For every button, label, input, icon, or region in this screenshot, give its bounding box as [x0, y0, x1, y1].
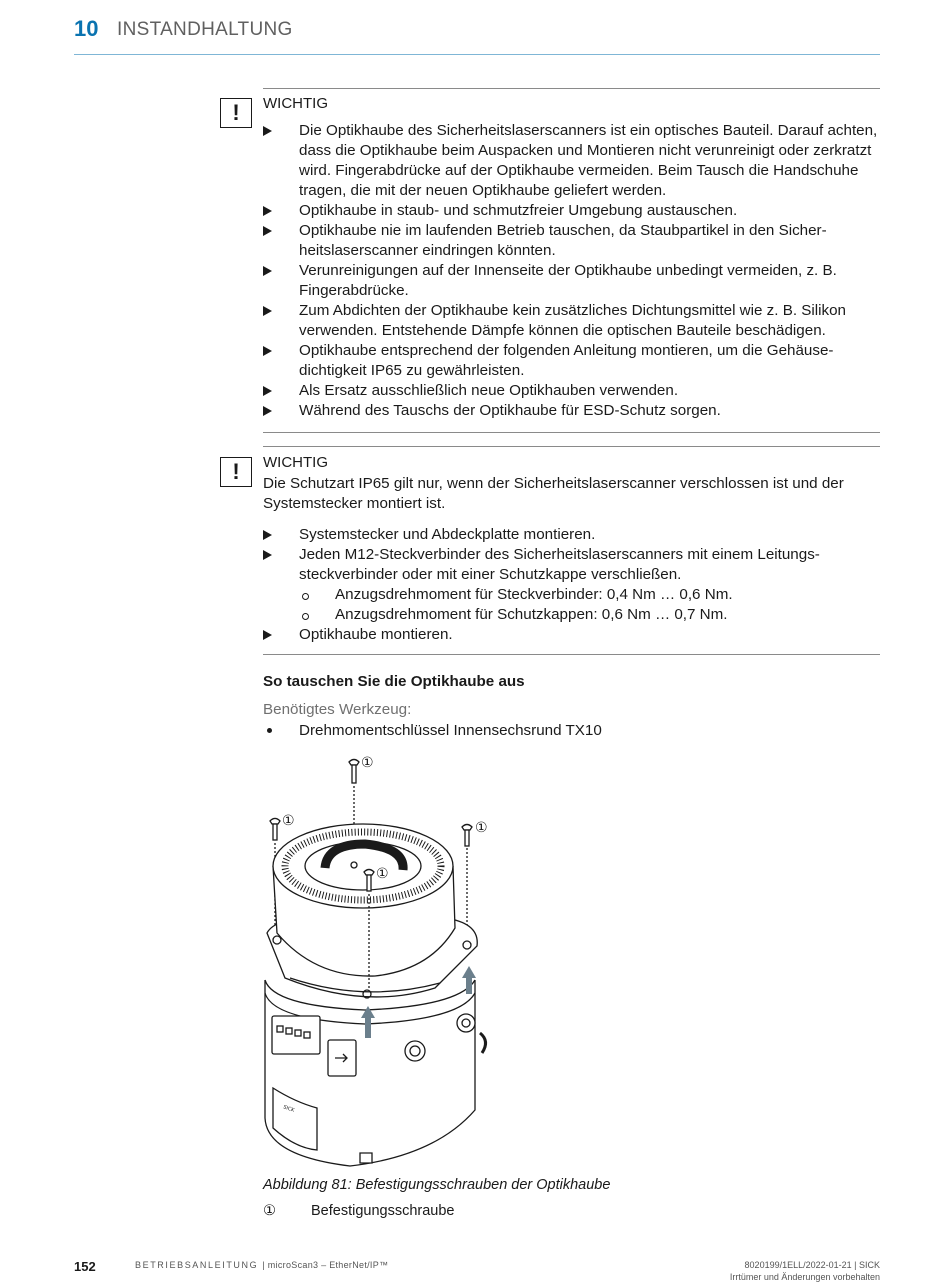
list-item: Jeden M12-Steckverbinder des Sicherheitslaserscanners mit einem Leitungs-steckverbinder oder mit einer Schutzkappe verschließen. Anzugsdrehmoment für Steckverbinder: 0,4 Nm … 0,6 Nm. Anzugsdrehmoment für Schutzkappen: 0,6 Nm … 0,7 Nm.	[263, 545, 880, 625]
footer-document: BETRIEBSANLEITUNG | microScan3 – EtherNet/IP™	[135, 1260, 389, 1270]
bullet-arrow-icon	[263, 386, 272, 396]
notice-list	[263, 121, 880, 421]
screw-icon	[270, 819, 280, 841]
circle-bullet-icon	[302, 613, 309, 620]
notice-intro: Die Schutzart IP65 gilt nur, wenn der Sicherheitslaserscanner verschlossen ist und der Systemstecker montiert ist.	[263, 475, 844, 512]
legend-text: Befestigungsschraube	[311, 1203, 455, 1219]
important-icon: !	[220, 98, 252, 128]
notice-bottom-rule	[263, 654, 880, 655]
connector-icon	[457, 1014, 475, 1032]
list-item: Zum Abdichten der Optikhaube kein zusätzliches Dichtungsmittel wie z. B. Silikon verwenden. Entstehende Dämpfe können die optischen Bauteile beschädigen.	[263, 301, 880, 341]
bullet-arrow-icon	[263, 550, 272, 560]
list-item: Verunreinigungen auf der Innenseite der Optikhaube unbedingt vermeiden, z. B. Fingerabdrücke.	[263, 261, 880, 301]
list-item: Optikhaube montieren.	[263, 625, 880, 645]
notice-title: WICHTIG	[263, 95, 328, 112]
notice-top-rule	[263, 446, 880, 447]
list-item: Optikhaube in staub- und schmutzfreier Umgebung austauschen.	[263, 201, 880, 221]
bullet-arrow-icon	[263, 226, 272, 236]
notice-bottom-rule	[263, 432, 880, 433]
list-item: Optikhaube entsprechend der folgenden Anleitung montieren, um die Gehäuse-dichtigkeit IP65 zu gewährleisten.	[263, 341, 880, 381]
tool-item: Drehmomentschlüssel Innensechsrund TX10	[263, 722, 602, 739]
list-item: Die Optikhaube des Sicherheitslaserscanners ist ein optisches Bauteil. Darauf achten, dass die Optikhaube beim Auspacken und Montieren nicht verunreinigt oder zerkratzt wird. Fingerabdrücke auf der Optikhaube vermeiden. Beim Tausch die Handschuhe tragen, die mit der neuen Optikhaube geliefert werden.	[263, 121, 880, 201]
connector-icon	[405, 1041, 425, 1061]
scanner-illustration	[255, 748, 515, 1173]
sub-list	[299, 585, 880, 625]
callout-label: ①	[475, 820, 488, 836]
chapter-number: 10	[74, 16, 99, 41]
device-label: SICK	[282, 1104, 296, 1114]
list-item: Systemstecker und Abdeckplatte montieren.	[263, 525, 880, 545]
screw-icon	[462, 825, 472, 847]
notice-list	[263, 525, 880, 645]
bullet-arrow-icon	[263, 630, 272, 640]
important-icon: !	[220, 457, 252, 487]
bullet-dot-icon	[267, 728, 272, 733]
tools-label: Benötigtes Werkzeug:	[263, 701, 412, 718]
circle-bullet-icon	[302, 593, 309, 600]
chapter-title: INSTANDHALTUNG	[117, 19, 293, 40]
bullet-arrow-icon	[263, 126, 272, 136]
callout-label: ①	[361, 755, 374, 771]
header-rule	[74, 54, 880, 55]
list-item: Als Ersatz ausschließlich neue Optikhauben verwenden.	[263, 381, 880, 401]
page-number: 152	[74, 1259, 96, 1274]
callout-label: ①	[376, 866, 389, 882]
bullet-arrow-icon	[263, 346, 272, 356]
bullet-arrow-icon	[263, 406, 272, 416]
legend-key: ①	[263, 1203, 276, 1219]
figure-caption: Abbildung 81: Befestigungsschrauben der Optikhaube	[263, 1177, 611, 1193]
sub-list-item: Anzugsdrehmoment für Steckverbinder: 0,4 Nm … 0,6 Nm.	[299, 585, 880, 605]
figure-legend	[263, 1203, 455, 1219]
list-item: Optikhaube nie im laufenden Betrieb tauschen, da Staubpartikel in den Sicher-heitslaserscanner eindringen könnten.	[263, 221, 880, 261]
notice-top-rule	[263, 88, 880, 89]
footer-disclaimer: Irrtümer und Änderungen vorbehalten	[729, 1272, 880, 1282]
list-item: Während des Tauschs der Optikhaube für ESD-Schutz sorgen.	[263, 401, 880, 421]
screw-icon	[349, 760, 359, 784]
bullet-arrow-icon	[263, 306, 272, 316]
callout-label: ①	[282, 813, 295, 829]
bullet-arrow-icon	[263, 206, 272, 216]
notice-title: WICHTIG	[263, 454, 328, 471]
bullet-arrow-icon	[263, 266, 272, 276]
status-panel	[272, 1016, 320, 1054]
section-heading: So tauschen Sie die Optikhaube aus	[263, 673, 525, 690]
bullet-arrow-icon	[263, 530, 272, 540]
footer-doc-id: 8020199/1ELL/2022-01-21 | SICK Irrtümer und Änderungen vorbehalten	[729, 1260, 880, 1282]
sub-list-item: Anzugsdrehmoment für Schutzkappen: 0,6 Nm … 0,7 Nm.	[299, 605, 880, 625]
